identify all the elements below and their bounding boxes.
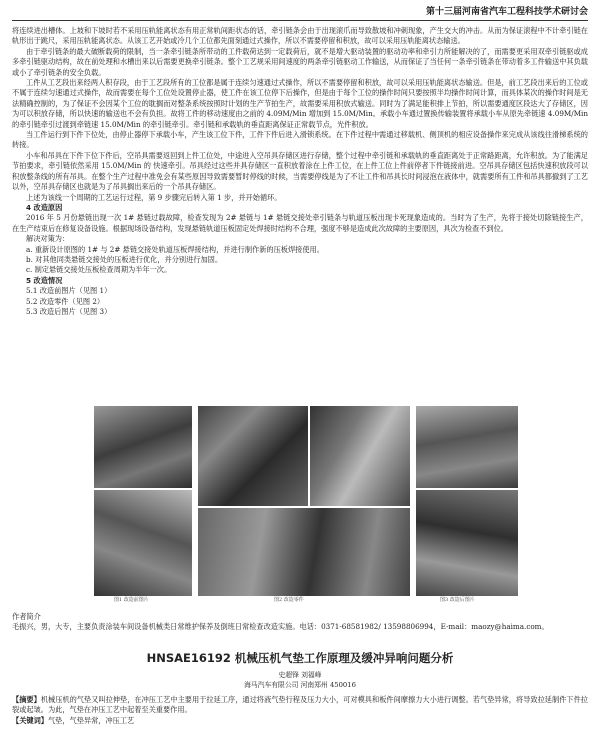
- author-label: 作者简介: [12, 612, 41, 621]
- author-bio: [12, 612, 588, 633]
- photo-after-bottom: [416, 490, 518, 596]
- article-authors: 史超锋 刘福峰: [278, 671, 322, 679]
- article-title: HNSAE16192 机械压机气垫工作原理及缓冲异响问题分析: [146, 651, 454, 665]
- section-heading: 5 改造情况: [26, 275, 63, 285]
- abstract-label: 【摘要】: [12, 695, 41, 704]
- keywords-text: 气垫，气垫异常，冲压工艺: [47, 715, 135, 725]
- list-item: b. 对其他同类悬链交接处的压板进行优化，并分别进行加固。: [26, 254, 223, 264]
- section-heading: 4 改造原因: [26, 202, 63, 212]
- abstract: [12, 695, 588, 726]
- keywords-label: 【关键词】: [12, 715, 48, 725]
- photo-part-left: [198, 406, 308, 506]
- paragraph: 由于牵引链条的最大破断载荷的限制，当一条牵引链条所带动的工件载荷达到一定载荷后，就不是增大驱动装置的驱动功率和牵引力所能解决的了，而需要更采用双牵引链驱或成多牵引链驱动结构，故在前处理和水槽出来以后需要更换牵引链条。整个工艺规采用间速度的两条牵引链驱动工作输送，从而保证了当任何一条牵引链条在带动着多工件输送中其负载或小了牵引链条的安全负载。: [12, 46, 588, 77]
- photo-before-bottom: [94, 490, 192, 596]
- paragraph: 上述为该线一个周期的工艺运行过程，第 9 步骤完后转入第 1 步，并开始循环。: [26, 192, 282, 202]
- figure-caption: 图3 改造后图片: [440, 597, 475, 603]
- photo-before-top: [94, 406, 192, 488]
- body-text: [12, 26, 588, 317]
- photo-after-top: [416, 406, 518, 488]
- paragraph: 将连续进出槽体。上坡和下坡时若不采用压轨能离状态有用正常轨间距状态的话，牵引链条会由于出现滚爪而导致散坡和冲刺现象，产生交大的冲击。从而为保证滚程中不计牵引链在轨形出于跳尺，采用压轨能离状态。从该工艺开始或冷几个工位都先面刻通过式操作，所以不需要停留和积放，故可以采用压轨能离状态输送。: [12, 26, 588, 46]
- paragraph: 小车和吊具在下件下位下件后，空吊具需要返回到上件工位处，中途进入空吊具存储区进行存储，整个过程中牵引链和承载轨的垂直距离处于正常路距离，允许积放。为了能满足节拍要求，牵引链依然采用 15.0M/Min 的 快速牵引。吊具经过这些并具存储区一直积放着涂在上件工位，在上件工位上件前停者下件链接前进。空吊具存储区包括快速积放段可以积放整条线的所有吊具。在整个生产过程中准免会有某些原因导致需要暂时停线的时候，当需要停线是为了不让工件和吊具长时间浸泡在液体中，就需要所有工件和吊具都撤到了工艺以外，空吊具存储区也就是为了吊具搁出来后的一个吊具存储区。: [12, 150, 588, 192]
- list-item: 5.3 改造后图片（见图 3）: [26, 306, 112, 316]
- figure-caption: 图2 改造零件: [274, 597, 304, 603]
- paragraph: 工件从工艺段出来经两人积存段，由于工艺段所有的工位都是属于连续匀速通过式操作，所以不需要停留和积放，故可以采用压轨能离状态输送。但是，前工艺段出来后的工位或不属于连续匀速通过式操作，故而需要在每个工位处设置停止器，使工件在该工位停下后操作，但是由于每个工位的操作时间只要按照半均操作时间计算，而具体某次的操作时间是无法精确控制的，为了保证不会因某个工位的耽搁而对整条系统按照时计划的生产节拍生产，故需要采用积放式输送。同时为了满足能积排上节拍，所以需要通度区段达大了存储区，因为可以积放存储，所以快速的输送也不会有负担。故将工件的移动速度由之前的 4.09M/Min 增加到 15.0M/Min。承载小车通过置换传输装置将承载小车从原先牵链速 4.09M/Min 的牵引链牵引过渡到牵链速 15.0M/Min 的牵引链牵引。牵引链和承载轨的垂直距离保证正常载节点，光件积放。: [12, 78, 588, 129]
- list-item: 5.1 改造前图片（见图 1）: [26, 286, 112, 296]
- figure-caption: 图1 改造前图片: [114, 597, 149, 603]
- abstract-paragraph: [12, 695, 588, 716]
- paragraph: 2016 年 5 月份悬链出现一次 1# 悬链过载故障，检查发现为 2# 悬链与 1# 悬链交接处牵引链条与轨道压板出现卡死现象造成的。当时为了生产，先将于接处切除链接生产，在生产结束后在修复设备设施。根据现场设备结构，发现悬链轨道压板固定处焊接时结构不合理，强度不够是造成此次故障的主要原因，具次为检查不到位。: [12, 213, 588, 233]
- keywords-paragraph: [12, 716, 588, 726]
- photo-part-right: [310, 406, 410, 506]
- list-item: a. 重新设计原图的 1# 与 2# 悬链交接处轨道压板焊接结构，并进行制作新的压板焊接使用。: [26, 244, 324, 254]
- figure-group: [94, 406, 518, 604]
- list-item: c. 制定悬链交接处压板检查周期为半年一次。: [26, 265, 172, 275]
- article-affiliation: 海马汽车有限公司 河南郑州 450016: [244, 681, 356, 689]
- list-item: 5.2 改造零件（见图 2）: [26, 296, 105, 306]
- photo-part-lower: [198, 508, 410, 596]
- paragraph: 解决对策为：: [26, 234, 70, 244]
- abstract-text: 机械压机的气垫又叫拉伸垫，在冲压工艺中主要用于拉延工序，通过将液气垫行程及压力大小，可对模具和板件间摩擦力大小进行调整。若气垫异常，将导致拉延制件下件拉裂或起皱。为此，气垫在冲压工艺中起着至关重要作用。: [12, 695, 588, 715]
- running-header: 第十三届河南省汽车工程科技学术研讨会: [12, 6, 588, 21]
- paragraph: 当工件运行到下件下位处，由停止器停下承载小车，产生该工位下件，工件下件后进入滑锁系统。在下件过程中需通过移载机、侧顶机的相应设备操作来完成从该线往滑梯系统的转接。: [12, 130, 588, 150]
- author-text: 毛振兴，男，大专，主要负责涂装车间设备机械类日常维护保养及倒班日常检查改造实施。电话：0371-68581982/ 13598806994，E-mail：maozy@haima.com。: [12, 622, 549, 632]
